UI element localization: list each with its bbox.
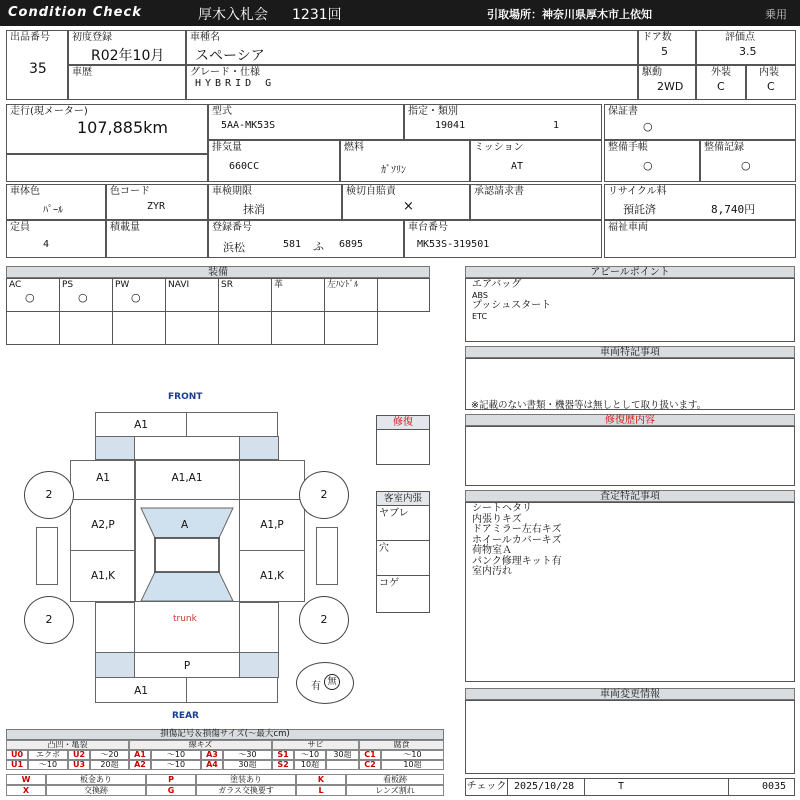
legend-text: ～30 — [223, 750, 272, 760]
load-label: 積載量 — [110, 222, 140, 233]
equipment-blank — [218, 311, 272, 345]
equipment-ac-value: ○ — [25, 291, 35, 304]
windshield-damage: A — [181, 519, 189, 531]
check-inspector: T — [618, 781, 625, 792]
legend-group: 凸凹・亀裂 — [6, 740, 129, 750]
interior-box — [746, 65, 796, 100]
equipment-navi — [165, 278, 219, 312]
pickup-location: 引取場所：神奈川県厚木市上依知 — [487, 8, 652, 21]
legend-text: 看板跡 — [346, 774, 444, 785]
equipment-pw — [112, 278, 166, 312]
grade-label: グレード・仕様 — [190, 67, 260, 78]
category: 1 — [553, 120, 560, 131]
legend-code: L — [296, 785, 346, 796]
reg-number-box — [208, 220, 404, 258]
inspection-label: 車検期限 — [212, 186, 252, 197]
warranty-label: 保証書 — [608, 106, 638, 117]
maintenance-record: ○ — [741, 159, 751, 172]
inspection-note: 荷物室Ａ — [472, 545, 512, 556]
repair-history-box — [465, 426, 795, 486]
legend-code: C2 — [359, 760, 381, 770]
equipment-blank — [165, 311, 219, 345]
model-name-box — [186, 30, 638, 65]
check-divider — [728, 779, 729, 795]
exterior-grade: C — [717, 80, 725, 93]
designation: 19041 — [435, 120, 466, 131]
legend-code: A4 — [201, 760, 223, 770]
inspection-notes-list — [472, 504, 562, 578]
legend-text: 10超 — [381, 760, 444, 770]
equipment-title: 装備 — [6, 266, 430, 278]
inspection-note: パンク修理キット有 — [472, 555, 562, 567]
check-row — [465, 778, 795, 796]
interior-label: 内装 — [759, 67, 779, 78]
legend-text: 20超 — [90, 760, 129, 770]
brand-title: Condition Check — [8, 5, 142, 20]
lot-number: 35 — [29, 61, 47, 77]
reg-number-label: 登録番号 — [212, 222, 252, 233]
insurance: × — [403, 199, 414, 214]
tire-rear-left: 2 — [24, 596, 74, 644]
check-label: チェック — [466, 779, 508, 795]
panel-left-front-door: A2,P — [70, 499, 136, 551]
legend-code: A3 — [201, 750, 223, 760]
inspection-note: シートヘタリ — [472, 503, 532, 514]
legend-code: U3 — [68, 760, 90, 770]
body-color: ﾊﾟｰﾙ — [43, 205, 63, 216]
inspection-note: ドアミラー左右キズ — [472, 524, 562, 535]
legend-text: 塗装あり — [196, 774, 296, 785]
model-type-label: 型式 — [212, 106, 232, 117]
drive-box — [638, 65, 696, 100]
capacity-label: 定員 — [10, 222, 30, 233]
recycle-box — [604, 184, 796, 220]
panel-rear-gate: A1 — [95, 677, 187, 703]
special-notes-disclaimer: ※記載のない書類・機器等は無しとして取り扱います。 — [471, 400, 707, 411]
reg-area: 浜松 — [223, 241, 245, 254]
inspection-note: ホイールカバーキズ — [472, 534, 562, 546]
header-bar — [0, 0, 800, 26]
capacity: 4 — [43, 239, 50, 250]
color-code: ZYR — [147, 201, 166, 212]
approval-label: 承認請求書 — [474, 186, 524, 197]
spare-none: 無 — [324, 674, 340, 690]
maintenance-book-box — [604, 140, 700, 182]
appeal-item: プッシュスタート — [472, 300, 552, 311]
model-type-box — [208, 104, 404, 140]
legend-text: ～10 — [294, 750, 326, 760]
mission-label: ミッション — [474, 142, 524, 153]
cabin-box — [376, 491, 430, 613]
mileage-sub-box — [6, 154, 208, 182]
rear-label: REAR — [172, 711, 199, 721]
inspection-note: 内張りキズ — [472, 513, 522, 525]
panel-rear-bumper: P — [134, 652, 240, 678]
legend-code: U0 — [6, 750, 28, 760]
legend-group: 線キズ — [129, 740, 272, 750]
equipment-ac — [6, 278, 60, 312]
repair-side-title: 修復 — [377, 416, 429, 430]
legend-text — [326, 760, 359, 770]
maintenance-record-box — [700, 140, 796, 182]
appeal-title: アピールポイント — [465, 266, 795, 278]
mission-box — [470, 140, 602, 182]
equipment-leather-label: 革 — [274, 280, 284, 290]
designation-box — [404, 104, 602, 140]
equipment-leather — [271, 278, 325, 312]
legend-code: W — [6, 774, 46, 785]
welfare-box — [604, 220, 796, 258]
model-name: スペーシア — [195, 48, 265, 64]
recycle-label: リサイクル料 — [608, 186, 667, 197]
displacement-box — [208, 140, 340, 182]
inspection-note: 室内汚れ — [472, 566, 512, 577]
chassis-number: MK53S-319501 — [417, 239, 490, 250]
history-box — [68, 65, 186, 100]
warranty-box — [604, 104, 796, 140]
panel-front-right-corner — [239, 436, 279, 460]
insurance-box — [342, 184, 470, 220]
cabin-tear: ヤブレ — [379, 508, 409, 519]
panel-front-left-fender: A1 — [70, 460, 136, 500]
cabin-divider — [377, 575, 429, 576]
model-type: 5AA-MK53S — [221, 120, 276, 131]
fuel-box — [340, 140, 470, 182]
equipment-lhd-label: 左ﾊﾝﾄﾞﾙ — [327, 280, 359, 290]
changes-box — [465, 700, 795, 774]
panel-rear-left-corner — [95, 652, 135, 678]
load-box — [106, 220, 208, 258]
equipment-pw-value: ○ — [131, 291, 141, 304]
equipment-ps-value: ○ — [78, 291, 88, 304]
windshield-graphic — [135, 500, 239, 601]
panel-front-left-corner — [95, 436, 135, 460]
legend-code: G — [146, 785, 196, 796]
interior-grade: C — [767, 80, 775, 93]
panel-front-center — [134, 436, 240, 460]
legend-text: 30超 — [223, 760, 272, 770]
maintenance-book: ○ — [643, 159, 653, 172]
appeal-item: エアバッグ — [472, 279, 522, 290]
recycle-fee: 8,740円 — [711, 203, 756, 216]
doors: 5 — [661, 45, 668, 58]
front-label: FRONT — [168, 392, 203, 402]
special-notes-box — [465, 358, 795, 410]
tire-front-left: 2 — [24, 471, 74, 519]
legend-code: C1 — [359, 750, 381, 760]
color-code-label: 色コード — [110, 186, 150, 197]
grade-box — [186, 65, 638, 100]
equipment-navi-label: NAVI — [168, 280, 190, 290]
cabin-burn: コゲ — [379, 578, 399, 589]
panel-roof — [134, 499, 240, 602]
cabin-divider — [377, 540, 429, 541]
insurance-label: 検切自賠責 — [346, 186, 396, 197]
changes-title: 車両変更情報 — [465, 688, 795, 700]
exterior-label: 外装 — [711, 67, 731, 78]
panel-front-bumper-right — [186, 412, 278, 437]
panel-rear-left-gap — [70, 602, 96, 653]
warranty: ○ — [643, 120, 653, 133]
legend-text: 30超 — [326, 750, 359, 760]
designation-label: 指定・類別 — [408, 106, 458, 117]
first-registration-label: 初度登録 — [72, 32, 112, 43]
legend-text: ガラス交換要す — [196, 785, 296, 796]
appeal-list — [472, 279, 551, 321]
check-date: 2025/10/28 — [514, 781, 575, 792]
score-box — [696, 30, 796, 65]
reg-num: 6895 — [339, 239, 364, 250]
panel-front-right-fender — [239, 460, 305, 500]
legend-text: ～10 — [381, 750, 444, 760]
model-name-label: 車種名 — [190, 32, 220, 43]
legend-code: P — [146, 774, 196, 785]
legend-code: S1 — [272, 750, 294, 760]
equipment-ps-label: PS — [62, 280, 74, 290]
spare-yes: 有 — [311, 681, 321, 692]
tire-front-right: 2 — [299, 471, 349, 519]
panel-rear-right-quarter — [239, 602, 279, 653]
fuel: ｶﾞｿﾘﾝ — [381, 165, 406, 176]
legend-code: S2 — [272, 760, 294, 770]
trunk-label: trunk — [173, 614, 197, 624]
repair-side-box — [376, 415, 430, 465]
legend-text: ～10 — [28, 760, 68, 770]
equipment-sr-label: SR — [221, 280, 233, 290]
equipment-blank — [112, 311, 166, 345]
score-label: 評価点 — [725, 32, 755, 43]
score: 3.5 — [739, 45, 757, 58]
right-mirror — [316, 527, 338, 585]
body-color-label: 車体色 — [10, 186, 40, 197]
check-code: 0035 — [762, 781, 787, 792]
legend-code: A2 — [129, 760, 151, 770]
panel-left-rear-door: A1,K — [70, 550, 136, 602]
legend-code: A1 — [129, 750, 151, 760]
drive: 2WD — [657, 80, 684, 93]
legend-text: ～20 — [90, 750, 129, 760]
mission: AT — [511, 161, 524, 172]
equipment-ac-label: AC — [9, 280, 22, 290]
equipment-ps — [59, 278, 113, 312]
panel-hood: A1 — [95, 412, 187, 437]
legend-title: 損傷記号＆損傷サイズ(～最大cm) — [6, 729, 444, 740]
lot-number-label: 出品番号 — [10, 32, 50, 43]
legend-text: 交換跡 — [46, 785, 146, 796]
inspection: 抹消 — [243, 203, 265, 216]
repair-history-title: 修復歴内容 — [465, 414, 795, 426]
vehicle-class: 乗用 — [765, 8, 787, 21]
legend-code: U2 — [68, 750, 90, 760]
appeal-box — [465, 278, 795, 342]
left-mirror — [36, 527, 58, 585]
legend-text: ～10 — [151, 760, 201, 770]
equipment-sr — [218, 278, 272, 312]
panel-right-rear-door: A1,K — [239, 550, 305, 602]
equipment-blank — [271, 311, 325, 345]
special-notes-title: 車両特記事項 — [465, 346, 795, 358]
reg-kana: ふ — [313, 240, 324, 253]
panel-hood-center: A1,A1 — [134, 460, 240, 500]
grade: HYBRID G — [195, 78, 276, 89]
approval-box — [470, 184, 602, 220]
chassis-label: 車台番号 — [408, 222, 448, 233]
maintenance-record-label: 整備記録 — [704, 142, 744, 153]
mileage-box — [6, 104, 208, 154]
legend-group: サビ — [272, 740, 359, 750]
lot-number-box — [6, 30, 68, 100]
equipment-extra-1 — [377, 278, 430, 312]
inspection-box — [208, 184, 342, 220]
legend-code: U1 — [6, 760, 28, 770]
drive-label: 駆動 — [642, 67, 662, 78]
equipment-pw-label: PW — [115, 280, 130, 290]
first-registration: R02年10月 — [91, 48, 165, 64]
panel-right-front-door: A1,P — [239, 499, 305, 551]
welfare-label: 福祉車両 — [608, 222, 648, 233]
fuel-label: 燃料 — [344, 142, 364, 153]
legend-code: K — [296, 774, 346, 785]
first-registration-box — [68, 30, 186, 65]
appeal-item: ABS — [472, 291, 488, 300]
equipment-blank — [324, 311, 378, 345]
check-divider — [584, 779, 585, 795]
auction-session: 1231回 — [292, 7, 342, 23]
tire-rear-right: 2 — [299, 596, 349, 644]
legend-group: 腐食 — [359, 740, 444, 750]
panel-rear-gate-right — [186, 677, 278, 703]
panel-trunk — [134, 601, 240, 653]
legend-text: 板金あり — [46, 774, 146, 785]
auction-name: 厚木入札会 — [198, 7, 268, 23]
doors-label: ドア数 — [642, 32, 672, 43]
displacement-label: 排気量 — [212, 142, 242, 153]
equipment-blank — [6, 311, 60, 345]
reg-class: 581 — [283, 239, 302, 250]
inspection-notes-title: 査定特記事項 — [465, 490, 795, 502]
exterior-box — [696, 65, 746, 100]
panel-rear-right-corner — [239, 652, 279, 678]
legend-text: エクボ — [28, 750, 68, 760]
inspection-notes-box — [465, 502, 795, 682]
maintenance-book-label: 整備手帳 — [608, 142, 648, 153]
legend-text: 10超 — [294, 760, 326, 770]
legend-text: レンズ割れ — [346, 785, 444, 796]
displacement: 660CC — [229, 161, 260, 172]
history-label: 車歴 — [72, 67, 92, 78]
spare-tire — [296, 662, 354, 704]
mileage: 107,885km — [77, 118, 169, 137]
color-code-box — [106, 184, 208, 220]
equipment-blank — [59, 311, 113, 345]
capacity-box — [6, 220, 106, 258]
body-color-box — [6, 184, 106, 220]
legend-text: ～10 — [151, 750, 201, 760]
cabin-title: 客室内張 — [377, 492, 429, 506]
mileage-label: 走行(現メーター) — [10, 106, 88, 117]
appeal-item: ETC — [472, 312, 488, 321]
cabin-hole: 穴 — [379, 543, 389, 554]
chassis-box — [404, 220, 602, 258]
recycle-status: 預託済 — [623, 203, 656, 216]
equipment-lhd — [324, 278, 378, 312]
legend-code: X — [6, 785, 46, 796]
panel-rear-left-quarter — [95, 602, 135, 653]
doors-box — [638, 30, 696, 65]
